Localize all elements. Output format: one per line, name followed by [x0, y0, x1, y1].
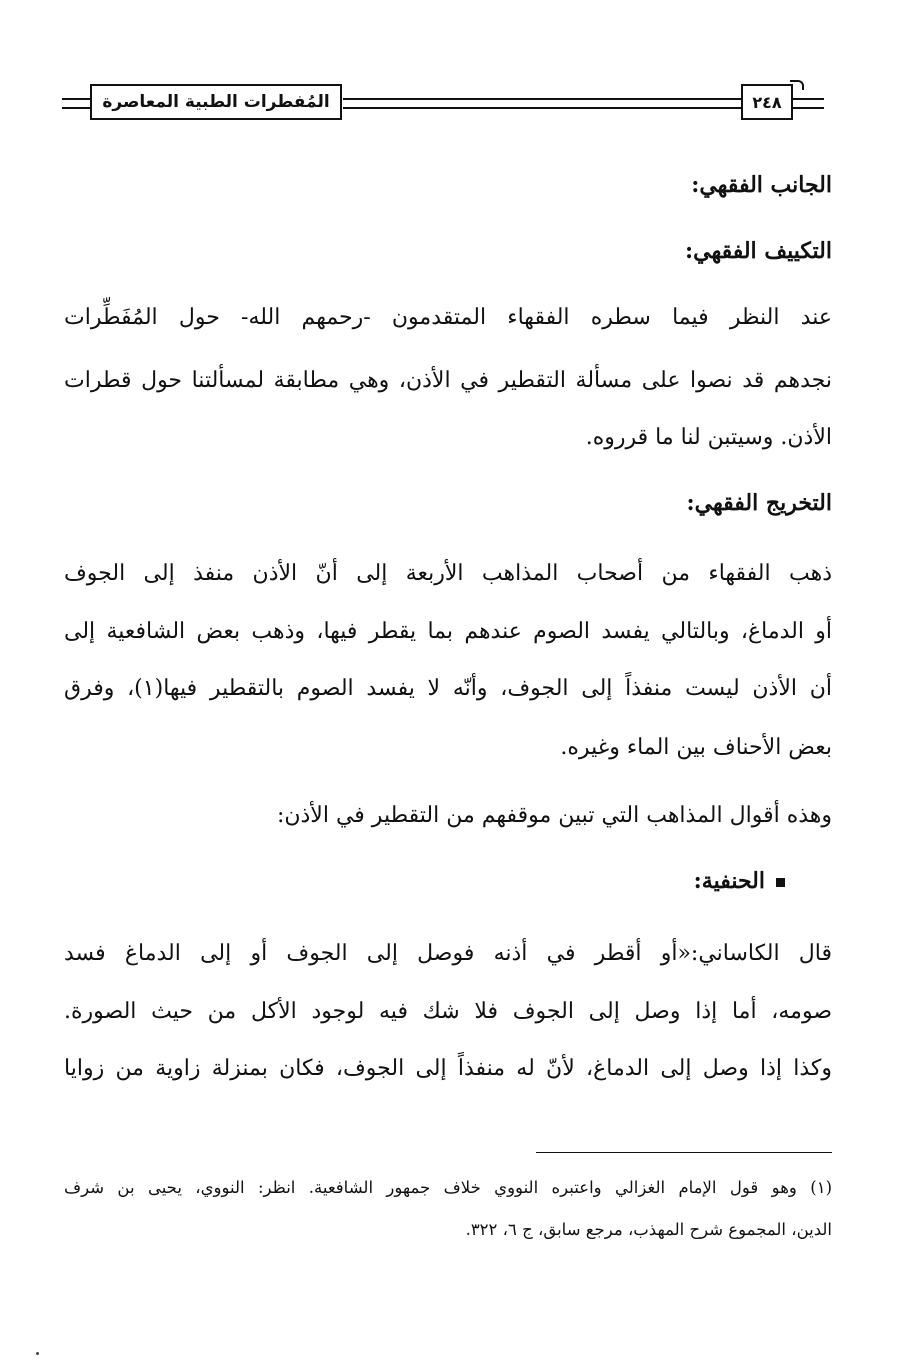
bullet-square-icon [776, 878, 785, 887]
paragraph-3: وهذه أقوال المذاهب التي تبين موقفهم من التقطير في الأذن: [276, 803, 832, 828]
header-rule-right [792, 98, 824, 109]
paragraph-2-line-4: بعض الأحناف بين الماء وغيره. [560, 735, 832, 760]
footnote-line-2: الدين، المجموع شرح المهذب، مرجع سابق، ج ٦، ٣٢٢. [465, 1220, 832, 1239]
heading-fiqh-side: الجانب الفقهي: [691, 172, 832, 198]
heading-takhreej: التخريج الفقهي: [686, 490, 832, 516]
footnote-line-1: (١) وهو قول الإمام الغزالي واعتبره النووي خلاف جمهور الشافعية. انظر: النووي، يحيى بن شرف [64, 1178, 832, 1197]
header-rule-left [62, 98, 90, 109]
paragraph-2-line-2: أو الدماغ، وبالتالي يفسد الصوم عندهم بما يقطر فيها، وذهب بعض الشافعية إلى [64, 619, 832, 644]
page-number: ٢٤٨ [741, 84, 793, 120]
running-title: المُفطرات الطبية المعاصرة [90, 84, 342, 120]
paragraph-1-line-1: عند النظر فيما سطره الفقهاء المتقدمون -رحمهم الله- حول المُفَطِّرات [64, 305, 832, 330]
paragraph-4-line-3: وكذا إذا وصل إلى الدماغ، لأنّ له منفذاً إلى الجوف، فكان بمنزلة زاوية من زوايا [64, 1056, 832, 1081]
paragraph-4-line-2: صومه، أما إذا وصل إلى الجوف فلا شك فيه لوجود الأكل من حيث الصورة. [64, 999, 832, 1024]
paragraph-4-line-1: قال الكاساني:«أو أقطر في أذنه فوصل إلى الجوف أو إلى الدماغ فسد [64, 941, 832, 966]
scan-speck [36, 1352, 39, 1355]
heading-takyeef: التكييف الفقهي: [685, 238, 832, 264]
paragraph-2-line-3: أن الأذن ليست منفذاً إلى الجوف، وأنّه لا يفسد الصوم بالتقطير فيها(١)، وفرق [64, 676, 832, 701]
heading-hanafiyya: الحنفية: [693, 868, 765, 894]
header-rule-middle [343, 98, 741, 109]
page-number-ornament [790, 80, 804, 90]
paragraph-1-line-2: نجدهم قد نصوا على مسألة التقطير في الأذن، وهي مطابقة لمسألتنا حول قطرات [64, 368, 832, 393]
paragraph-1-line-3: الأذن. وسيتبن لنا ما قرروه. [585, 425, 832, 450]
footnote-separator [536, 1152, 832, 1153]
paragraph-2-line-1: ذهب الفقهاء من أصحاب المذاهب الأربعة إلى أنّ الأذن منفذ إلى الجوف [64, 561, 832, 586]
